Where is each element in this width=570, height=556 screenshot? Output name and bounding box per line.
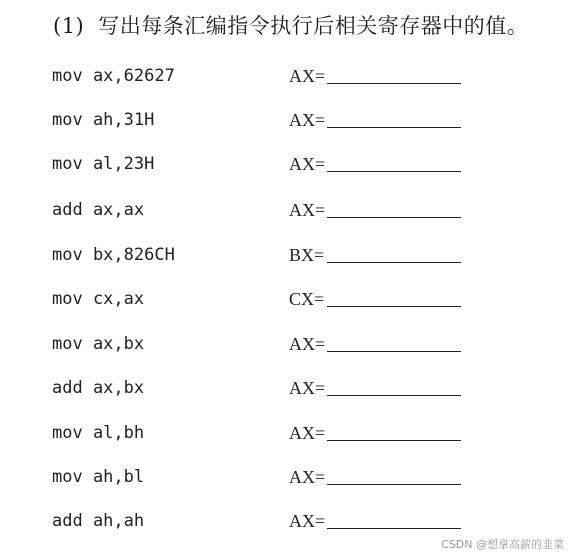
answer-blank[interactable] — [327, 217, 461, 218]
instruction-row — [0, 463, 570, 493]
register-label: CX= — [289, 289, 325, 309]
register-label: AX= — [289, 423, 326, 443]
register-label: BX= — [289, 245, 325, 265]
answer-blank[interactable] — [327, 395, 461, 396]
register-label: AX= — [289, 110, 326, 130]
answer-blank[interactable] — [327, 83, 461, 84]
instruction-row — [0, 241, 570, 271]
register-label: AX= — [289, 511, 326, 531]
question-number: (1) — [53, 14, 85, 38]
register-label: AX= — [289, 467, 326, 487]
instruction-row — [0, 62, 570, 92]
instruction-text: add ax,bx — [52, 378, 145, 398]
instruction-text: mov ah,31H — [52, 110, 155, 130]
instruction-row — [0, 285, 570, 315]
question-text: 写出每条汇编指令执行后相关寄存器中的值。 — [98, 14, 529, 38]
register-label: AX= — [289, 66, 326, 86]
instruction-text: add ax,ax — [52, 200, 145, 220]
instruction-text: mov ax,62627 — [52, 66, 175, 86]
register-label: AX= — [289, 378, 326, 398]
answer-blank[interactable] — [327, 351, 461, 352]
instruction-text: mov cx,ax — [52, 289, 145, 309]
register-label: AX= — [289, 200, 326, 220]
instruction-text: mov al,23H — [52, 154, 155, 174]
instruction-text: mov al,bh — [52, 423, 145, 443]
instruction-text: mov ah,bl — [52, 467, 145, 487]
csdn-watermark: CSDN @想拿高薪的韭菜 — [441, 538, 564, 551]
answer-blank[interactable] — [327, 127, 461, 128]
instruction-text: add ah,ah — [52, 511, 145, 531]
instruction-text: mov bx,826CH — [52, 245, 175, 265]
instruction-row — [0, 330, 570, 360]
answer-blank[interactable] — [327, 262, 461, 263]
register-label: AX= — [289, 334, 326, 354]
instruction-row — [0, 150, 570, 180]
instruction-row — [0, 374, 570, 404]
instruction-row — [0, 507, 570, 537]
answer-blank[interactable] — [327, 528, 461, 529]
answer-blank[interactable] — [327, 440, 461, 441]
instruction-row — [0, 196, 570, 226]
answer-blank[interactable] — [327, 171, 461, 172]
answer-blank[interactable] — [327, 484, 461, 485]
instruction-row — [0, 106, 570, 136]
register-label: AX= — [289, 154, 326, 174]
answer-blank[interactable] — [327, 306, 461, 307]
instruction-row — [0, 419, 570, 449]
instruction-text: mov ax,bx — [52, 334, 145, 354]
